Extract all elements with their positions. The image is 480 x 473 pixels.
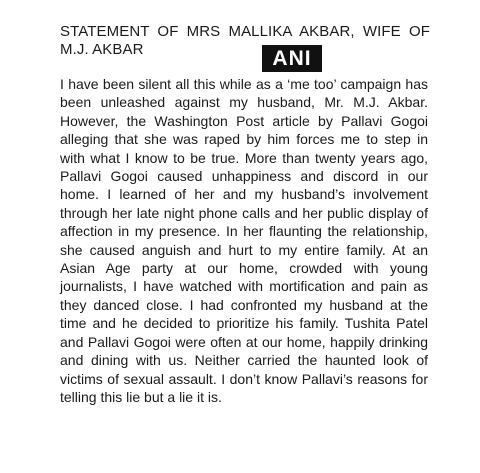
statement-title: STATEMENT OF MRS MALLIKA AKBAR, WIFE OF M.J. AKBAR	[60, 23, 430, 58]
ani-logo	[262, 45, 322, 72]
ani-logo-text: ANI	[272, 47, 312, 70]
statement-body: I have been silent all this while as a ‘me too’ campaign has been unleashed against my husband, Mr. M.J. Akbar. However, the Washington Post article by Pallavi Gogoi alleging that she was raped by him forces me to step in with what I know to be true. More than twenty years ago, Pallavi Gogoi caused unhappiness and discord in our home. I learned of her and my husband’s involvement through her late night phone calls and her public display of affection in my presence. In her flaunting the relationship, she caused anguish and hurt to my entire family. At an Asian Age party at our home, crowded with young journalists, I have watched with mortification and pain as they danced close. I had confronted my husband at the time and he decided to prioritize his family. Tushita Patel and Pallavi Gogoi were often at our home, happily drinking and dining with us. Neither carried the haunted look of victims of sexual assault. I don’t know Pallavi’s reasons for telling this lie but a lie it is.	[60, 76, 428, 405]
